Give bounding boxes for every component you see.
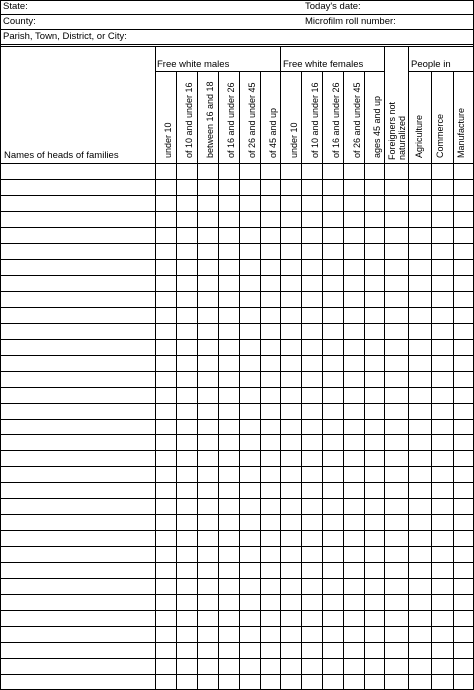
county-label: County: (3, 16, 36, 27)
male-col-45-up: of 45 and up (268, 107, 278, 158)
microfilm-roll-label: Microfilm roll number: (305, 16, 396, 27)
male-col-26-to-45: of 26 and under 45 (247, 82, 257, 158)
names-of-heads-label: Names of heads of families (4, 150, 119, 161)
foreigners-not-naturalized-col: Foreigners not naturalized (387, 101, 407, 160)
female-col-under-10: under 10 (289, 122, 299, 158)
male-col-10-to-16: of 10 and under 16 (184, 82, 194, 158)
female-col-26-to-45: of 26 and under 45 (352, 82, 362, 158)
todays-date-label: Today's date: (305, 1, 361, 12)
people-col-commerce: Commerce (435, 113, 445, 158)
female-col-16-to-26: of 16 and under 26 (331, 82, 341, 158)
male-col-16-to-26: of 16 and under 26 (226, 82, 236, 158)
male-col-16-to-18: between 16 and 18 (205, 81, 215, 158)
group-label-people-in: People in (411, 59, 451, 70)
group-label-free-white-males: Free white males (157, 59, 230, 70)
parish-town-district-city-label: Parish, Town, District, or City: (3, 31, 127, 42)
people-col-manufacture: Manufacture (456, 107, 466, 158)
female-col-45-up: ages 45 and up (372, 95, 382, 158)
male-col-under-10: under 10 (163, 122, 173, 158)
state-label: State: (3, 1, 28, 12)
people-col-agriculture: Agriculture (414, 114, 424, 158)
group-label-free-white-females: Free white females (283, 59, 364, 70)
female-col-10-to-16: of 10 and under 16 (310, 82, 320, 158)
